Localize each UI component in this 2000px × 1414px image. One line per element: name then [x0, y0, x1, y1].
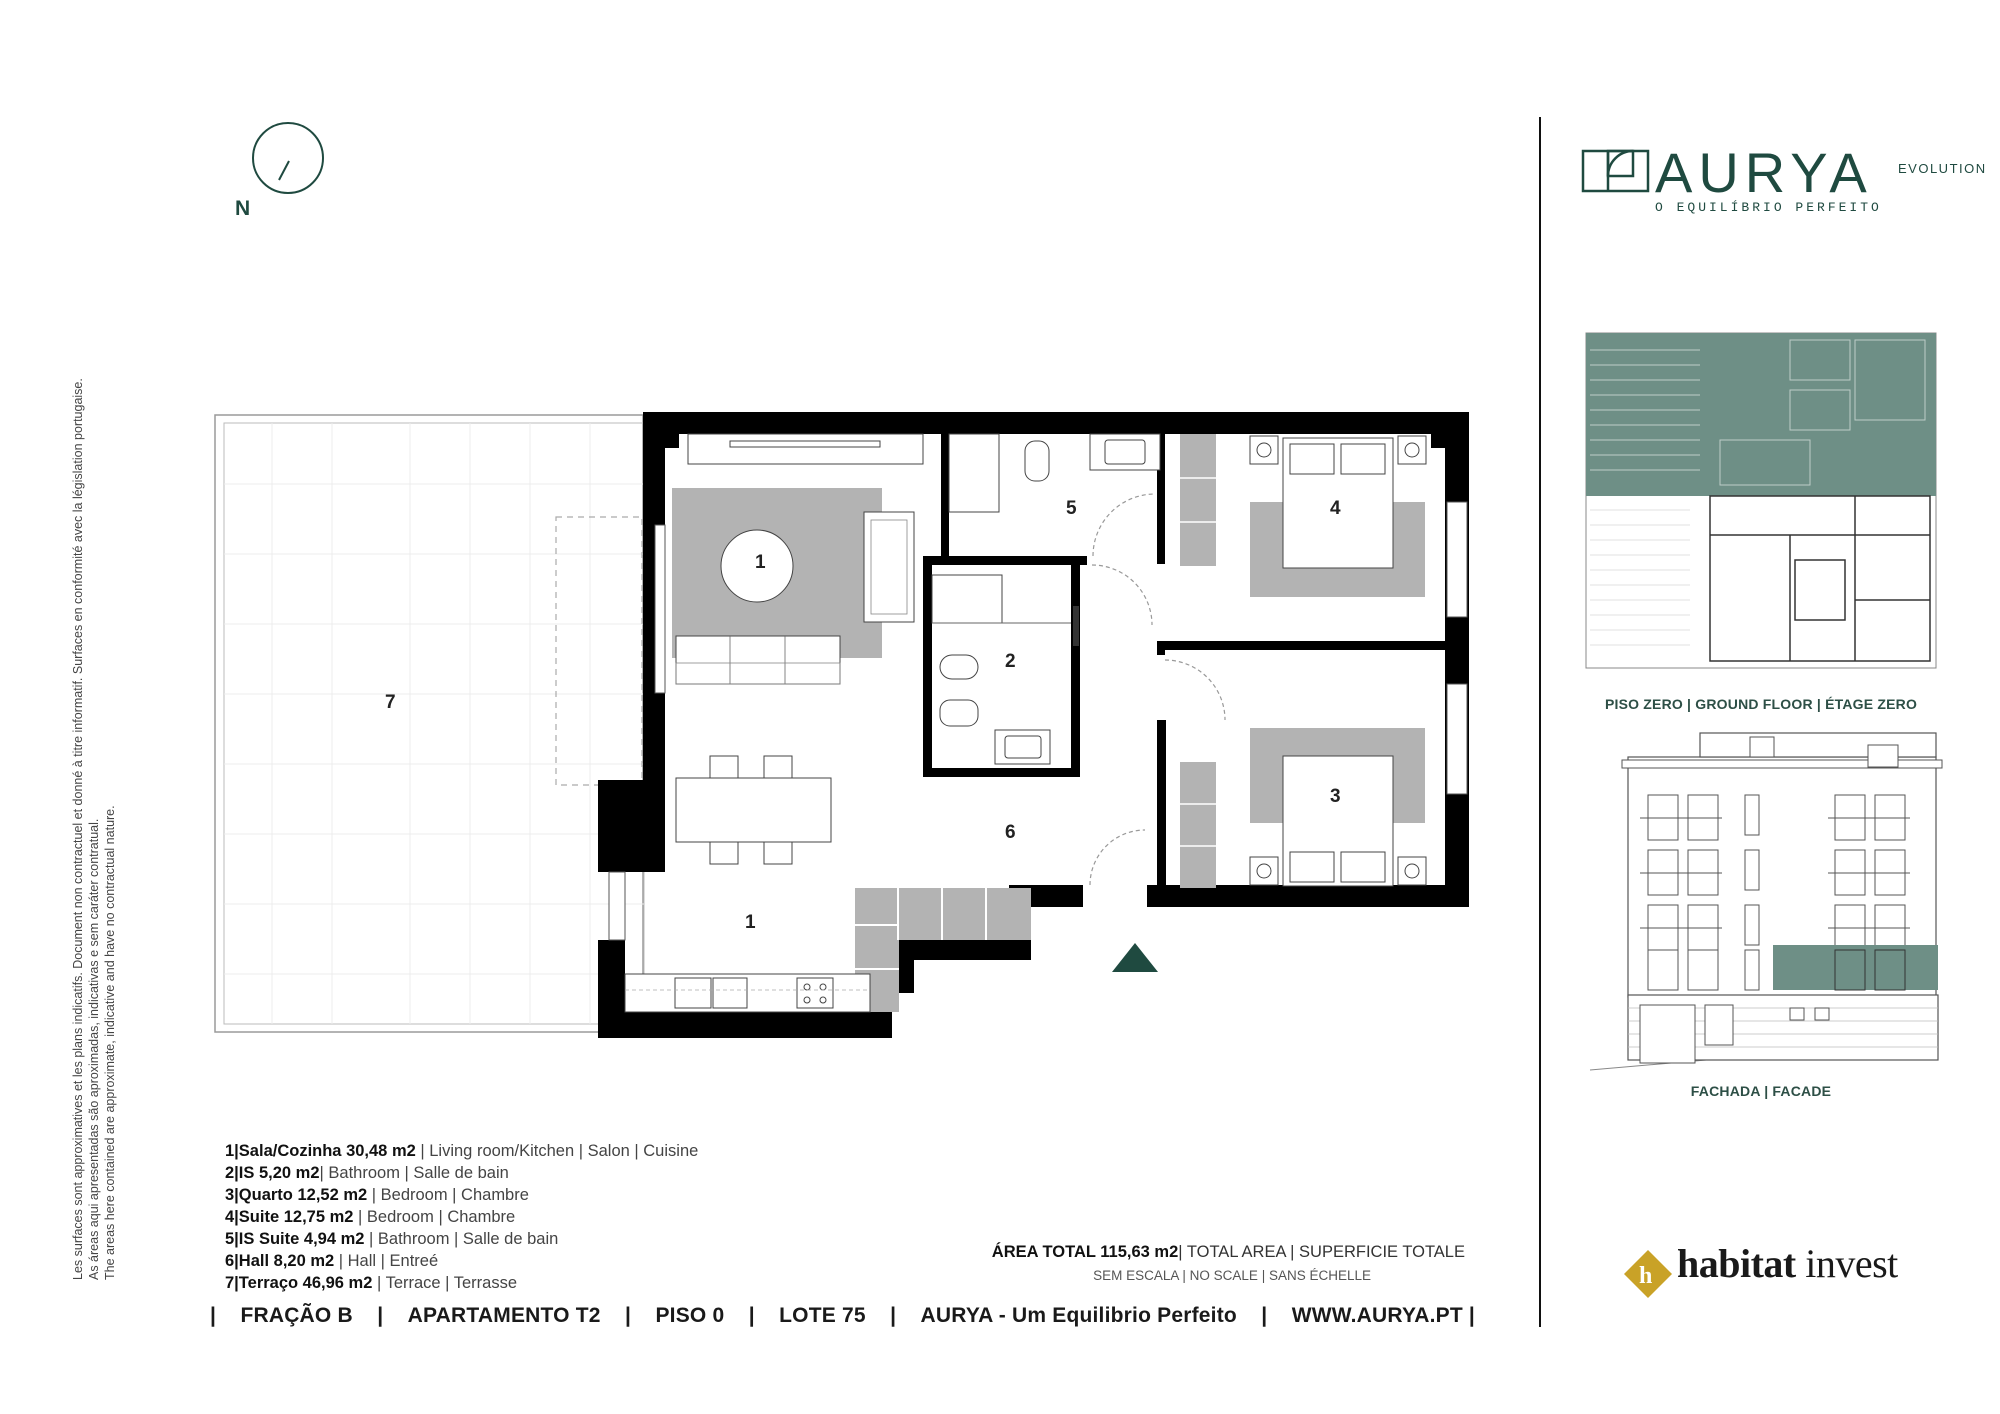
- room-label-1b: 1: [745, 912, 756, 933]
- room-label-7: 7: [385, 692, 396, 713]
- legend-row: 5|IS Suite 4,94 m2 | Bathroom | Salle de bain: [225, 1230, 559, 1248]
- room-legend: [225, 1140, 698, 1294]
- room-label-1: 1: [755, 552, 766, 573]
- room-label-3: 3: [1330, 786, 1341, 807]
- bathroom: [932, 575, 1071, 764]
- scale-note: SEM ESCALA | NO SCALE | SANS ÉCHELLE: [1093, 1268, 1371, 1283]
- footer-website: WWW.AURYA.PT |: [1291, 1304, 1475, 1327]
- brand-tagline: O EQUILÍBRIO PERFEITO: [1655, 200, 1882, 215]
- legend-row: 2|IS 5,20 m2| Bathroom | Salle de bain: [225, 1164, 509, 1182]
- bedroom: [1180, 728, 1426, 888]
- svg-text:h: h: [1639, 1263, 1653, 1289]
- legend-row: 4|Suite 12,75 m2 | Bedroom | Chambre: [225, 1208, 516, 1226]
- aurya-logo-icon: [1583, 151, 1648, 191]
- footer-separator: |: [625, 1304, 632, 1327]
- footer-apartment: APARTAMENTO T2: [407, 1304, 601, 1327]
- floor-plan-thumbnail: [1586, 333, 1936, 668]
- facade-caption: FACHADA | FACADE: [1690, 1083, 1832, 1099]
- disclaimer-line-1: Les surfaces sont approximatives et les plans indicatifs. Document non contractuel et donné à titre informatif. Surfaces en conformité avec la législation portugaise.: [71, 378, 85, 1280]
- footer-floor: PISO 0: [655, 1304, 725, 1327]
- terrace: [215, 415, 644, 1032]
- footer-project: AURYA - Um Equilibrio Perfeito: [920, 1304, 1237, 1327]
- disclaimer-line-3: The areas here contained are approximate, indicative and have no contractual nature.: [103, 805, 117, 1280]
- living-furniture: [672, 434, 923, 684]
- legend-row: 3|Quarto 12,52 m2 | Bedroom | Chambre: [225, 1186, 529, 1204]
- footer-separator: |: [748, 1304, 755, 1327]
- total-area: ÁREA TOTAL 115,63 m2| TOTAL AREA | SUPERFICIE TOTALE: [991, 1243, 1465, 1261]
- entrance-marker-icon: [1112, 943, 1158, 972]
- footer-separator: |: [210, 1304, 217, 1327]
- brand-sub: EVOLUTION: [1898, 161, 1987, 176]
- bathroom-suite: [949, 434, 1160, 512]
- north-compass-icon: [253, 123, 323, 193]
- disclaimer-line-2: As áreas aqui apresentadas são aproximadas, indicativas e sem caráter contratual.: [87, 818, 101, 1280]
- developer-logo: habitat invest: [1677, 1241, 1898, 1286]
- legend-row: 6|Hall 8,20 m2 | Hall | Entreé: [225, 1252, 439, 1270]
- footer-separator: |: [890, 1304, 897, 1327]
- footer-bar: [210, 1304, 1475, 1328]
- footer-separator: |: [1261, 1304, 1268, 1327]
- footer-lot: LOTE 75: [779, 1304, 866, 1327]
- north-label: N: [235, 197, 251, 220]
- footer-separator: |: [377, 1304, 384, 1327]
- room-label-2: 2: [1005, 651, 1016, 672]
- legend-row: 7|Terraço 46,96 m2 | Terrace | Terrasse: [225, 1274, 518, 1292]
- floor-caption: PISO ZERO | GROUND FLOOR | ÉTAGE ZERO: [1604, 696, 1918, 712]
- room-label-6: 6: [1005, 822, 1016, 843]
- legend-row: 1|Sala/Cozinha 30,48 m2 | Living room/Kitchen | Salon | Cuisine: [225, 1142, 699, 1160]
- footer-fraction: FRAÇÃO B: [240, 1304, 353, 1327]
- room-label-4: 4: [1330, 498, 1341, 519]
- habitat-invest-logo-icon: [1624, 1250, 1672, 1298]
- facade-thumbnail: [1590, 733, 1942, 1070]
- dining-table: [676, 756, 831, 864]
- brand-name: AURYA: [1655, 141, 1873, 204]
- bedroom-suite: [1180, 434, 1426, 597]
- room-label-5: 5: [1066, 498, 1077, 519]
